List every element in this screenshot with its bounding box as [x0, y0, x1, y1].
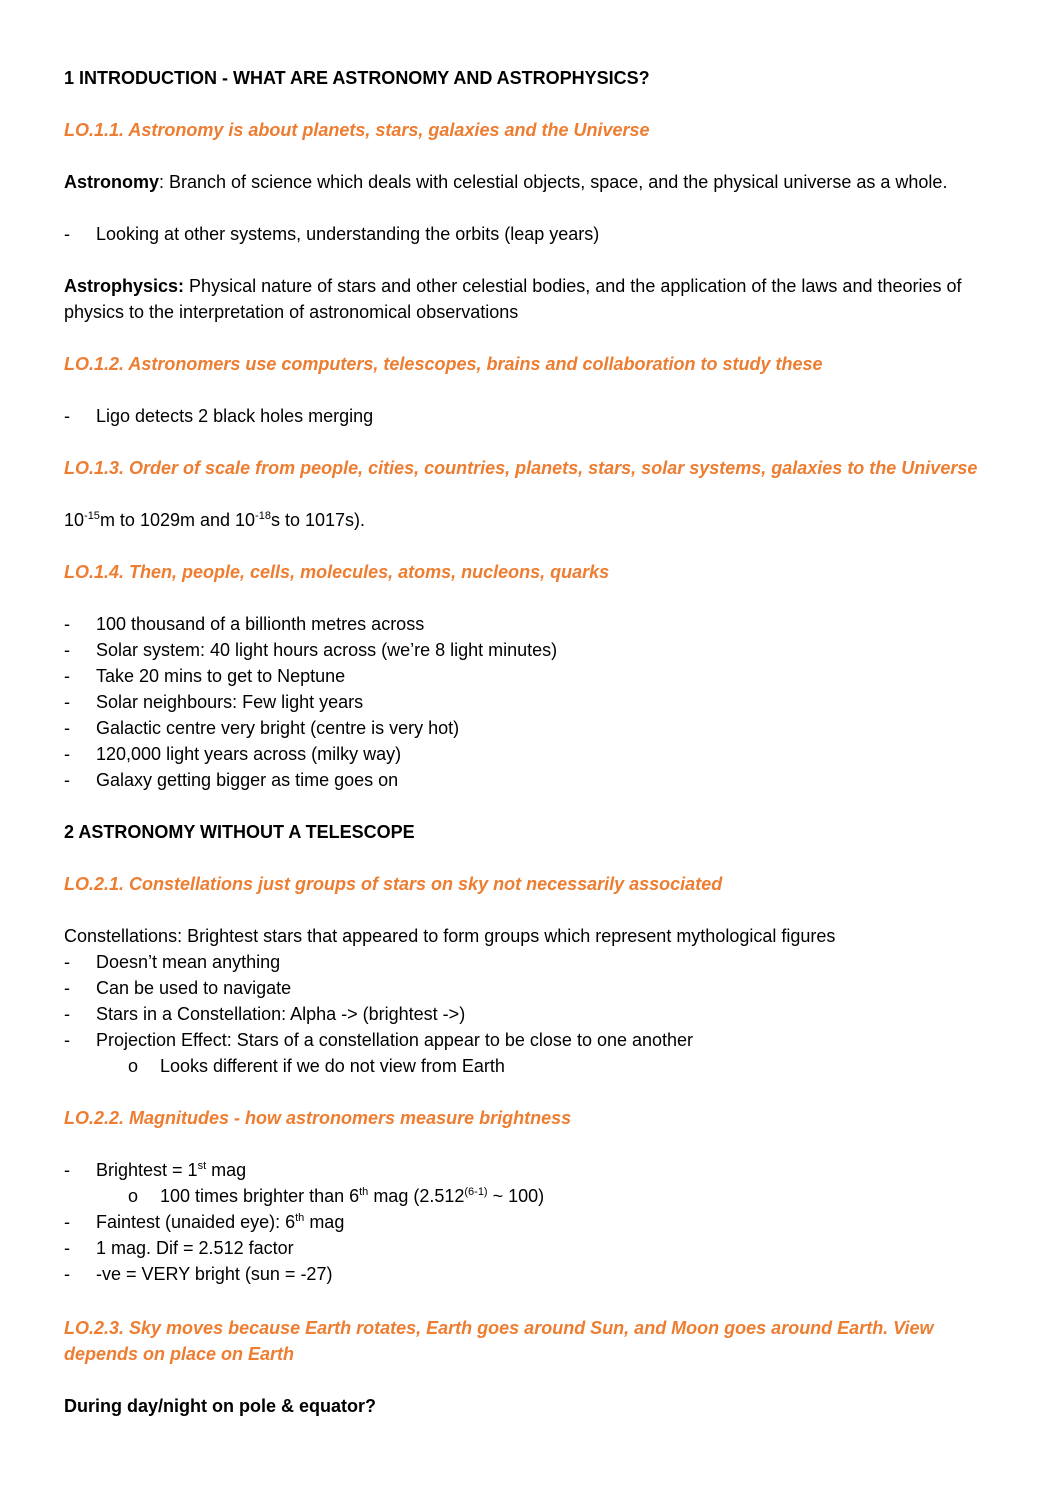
bullet-dash: - — [64, 1160, 70, 1180]
lo-2-3-heading: LO.2.3. Sky moves because Earth rotates, Earth goes around Sun, and Moon goes around Earth. View depends on place on Earth — [64, 1318, 934, 1364]
astronomy-definition — [64, 169, 984, 195]
bullet-dash: - — [64, 718, 70, 738]
list-item — [64, 1157, 984, 1183]
bullet-dash: - — [64, 1212, 70, 1232]
list-item — [64, 611, 984, 637]
superscript: (6-1) — [464, 1186, 488, 1198]
list-item — [64, 1027, 984, 1053]
list-item — [64, 767, 984, 793]
sub-list-item-text: Looks different if we do not view from Earth — [160, 1056, 505, 1076]
lo-1-2-heading: LO.1.2. Astronomers use computers, telescopes, brains and collaboration to study these — [64, 354, 823, 374]
scale-exponent-b: -18 — [255, 510, 271, 522]
list-item — [64, 1235, 984, 1261]
scale-exponent-a: -15 — [84, 510, 100, 522]
astronomy-term: Astronomy — [64, 172, 160, 192]
lo-1-3-heading: LO.1.3. Order of scale from people, cities, countries, planets, stars, solar systems, galaxies to the Universe — [64, 458, 978, 478]
sub-list-item — [128, 1053, 988, 1079]
list-item — [64, 403, 984, 429]
list-item-text: Looking at other systems, understanding the orbits (leap years) — [96, 224, 600, 244]
text-part: mag (2.512 — [368, 1186, 465, 1206]
lo-2-1-heading: LO.2.1. Constellations just groups of stars on sky not necessarily associated — [64, 874, 723, 894]
bullet-dash: - — [64, 614, 70, 634]
bullet-dash: - — [64, 1264, 70, 1284]
list-item-text: -ve = VERY bright (sun = -27) — [96, 1264, 333, 1284]
list-item-text: Solar neighbours: Few light years — [96, 692, 364, 712]
list-item-text: Can be used to navigate — [96, 978, 292, 998]
lo-1-4-heading: LO.1.4. Then, people, cells, molecules, atoms, nucleons, quarks — [64, 562, 610, 582]
list-item-text: Galactic centre very bright (centre is very hot) — [96, 718, 460, 738]
list-item-text: Solar system: 40 light hours across (we’re 8 light minutes) — [96, 640, 558, 660]
list-item — [64, 715, 984, 741]
text-part: ~ 100) — [487, 1186, 545, 1206]
list-item — [64, 1209, 984, 1235]
bullet-dash: - — [64, 952, 70, 972]
list-item-text: 120,000 light years across (milky way) — [96, 744, 402, 764]
constellations-intro: Constellations: Brightest stars that appeared to form groups which represent mythological figures — [64, 926, 836, 946]
list-item — [64, 663, 984, 689]
list-item — [64, 689, 984, 715]
list-item — [64, 1001, 984, 1027]
list-item-text: Take 20 mins to get to Neptune — [96, 666, 346, 686]
list-item — [64, 741, 984, 767]
list-item-text: Doesn’t mean anything — [96, 952, 281, 972]
list-item-text: Stars in a Constellation: Alpha -> (brightest ->) — [96, 1004, 466, 1024]
scale-range-text — [64, 507, 984, 533]
text-part: Faintest (unaided eye): 6 — [96, 1212, 296, 1232]
bullet-dash: - — [64, 224, 70, 244]
bullet-dash: - — [64, 770, 70, 790]
bullet-dash: - — [64, 1030, 70, 1050]
list-item-text: 1 mag. Dif = 2.512 factor — [96, 1238, 294, 1258]
list-item — [64, 637, 984, 663]
list-item — [64, 949, 984, 975]
list-item-text: 100 thousand of a billionth metres across — [96, 614, 425, 634]
text-part: 100 times brighter than 6 — [160, 1186, 360, 1206]
bullet-dash: - — [64, 1238, 70, 1258]
text-part: mag — [304, 1212, 345, 1232]
lo-2-2-heading: LO.2.2. Magnitudes - how astronomers measure brightness — [64, 1108, 572, 1128]
bullet-circle: o — [128, 1186, 139, 1206]
section-2-heading: 2 ASTRONOMY WITHOUT A TELESCOPE — [64, 822, 415, 842]
astrophysics-definition — [64, 273, 984, 325]
superscript: st — [197, 1160, 207, 1172]
bullet-dash: - — [64, 692, 70, 712]
astrophysics-term: Astrophysics: — [64, 276, 185, 296]
bullet-circle: o — [128, 1056, 139, 1076]
bullet-dash: - — [64, 744, 70, 764]
list-item — [64, 1261, 984, 1287]
scale-part-b: m to 1029m and 10 — [99, 510, 256, 530]
section-1-heading: 1 INTRODUCTION - WHAT ARE ASTRONOMY AND ASTROPHYSICS? — [64, 68, 650, 88]
bullet-dash: - — [64, 406, 70, 426]
bullet-dash: - — [64, 640, 70, 660]
astrophysics-definition-text: Physical nature of stars and other celestial bodies, and the application of the laws and theories of physics to the interpretation of astronomical observations — [64, 276, 962, 322]
list-item-text: Galaxy getting bigger as time goes on — [96, 770, 399, 790]
list-item-text: Projection Effect: Stars of a constellation appear to be close to one another — [96, 1030, 694, 1050]
list-item — [64, 975, 984, 1001]
list-item-text — [96, 1209, 344, 1235]
scale-part-a: 10 — [64, 510, 85, 530]
sub-list-item — [128, 1183, 988, 1209]
superscript: th — [295, 1212, 305, 1224]
astronomy-definition-text: : Branch of science which deals with celestial objects, space, and the physical universe as a whole. — [159, 172, 948, 192]
day-night-question: During day/night on pole & equator? — [64, 1396, 376, 1416]
lo-1-1-heading: LO.1.1. Astronomy is about planets, stars, galaxies and the Universe — [64, 120, 650, 140]
bullet-dash: - — [64, 1004, 70, 1024]
bullet-dash: - — [64, 978, 70, 998]
list-item-text — [96, 1157, 246, 1183]
sub-list-item-text — [160, 1183, 544, 1209]
list-item — [64, 221, 984, 247]
text-part: Brightest = 1 — [96, 1160, 198, 1180]
list-item-text: Ligo detects 2 black holes merging — [96, 406, 374, 426]
superscript: th — [359, 1186, 369, 1198]
bullet-dash: - — [64, 666, 70, 686]
text-part: mag — [206, 1160, 247, 1180]
scale-part-c: s to 1017s). — [270, 510, 366, 530]
